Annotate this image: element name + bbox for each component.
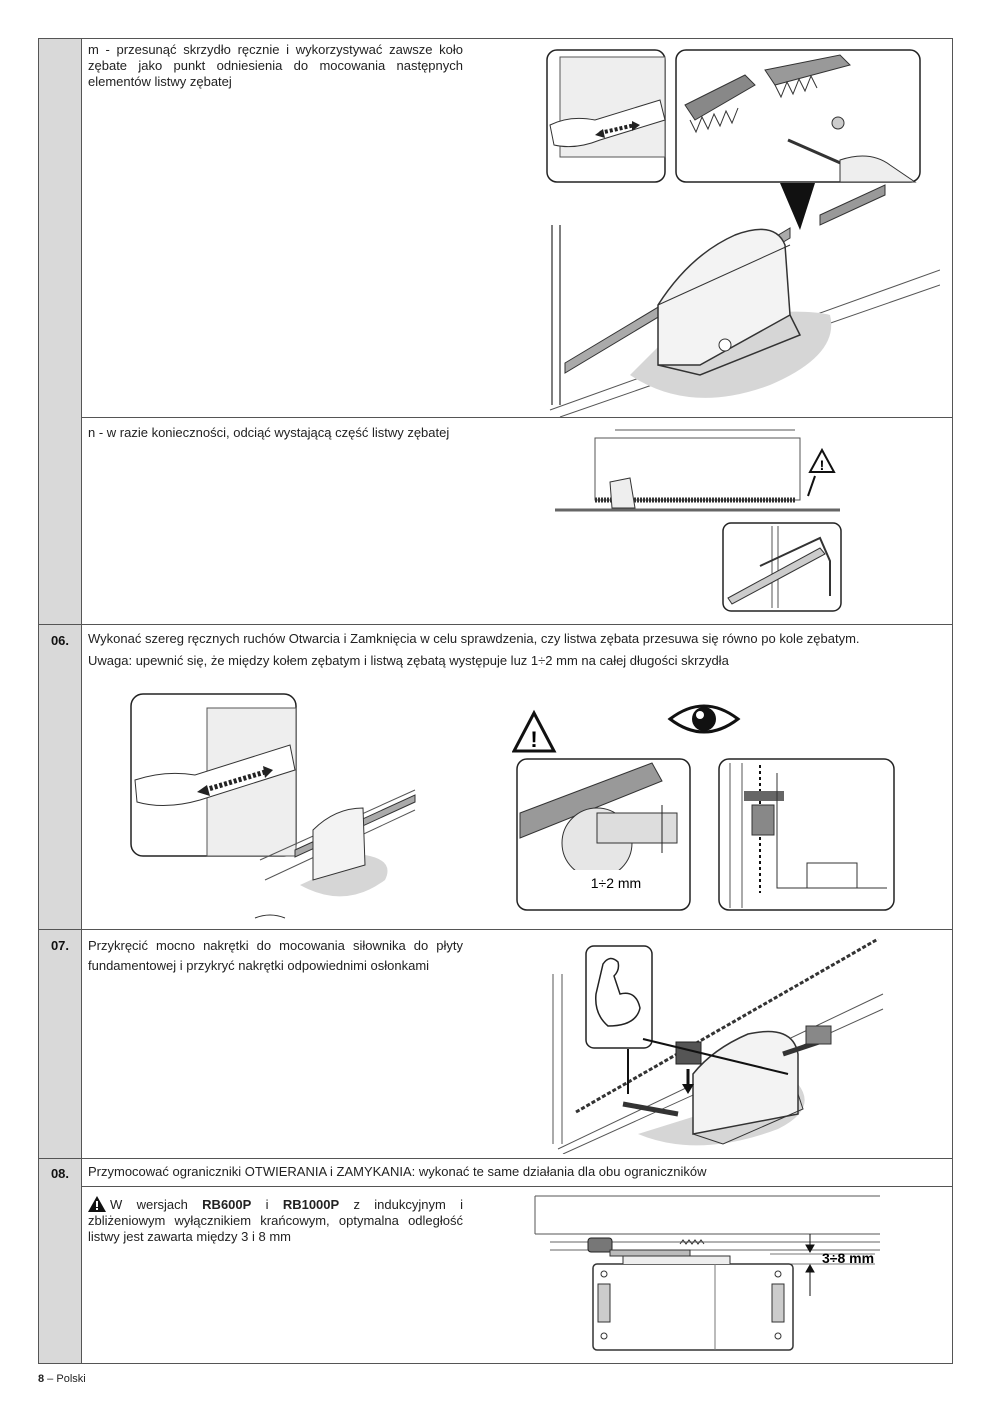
gap-label: 1÷2 mm [590, 875, 642, 891]
step-08-text: Przymocować ograniczniki OTWIERANIA i ZAMYKANIA: wykonać te same działania dla obu ograniczników [88, 1164, 707, 1179]
warning-triangle-icon [88, 1196, 106, 1212]
model-rb1000p: RB1000P [282, 1197, 340, 1212]
footer-separator: – [44, 1373, 57, 1385]
manual-movement-illustration [125, 690, 425, 928]
limit-switch-distance-illustration [530, 1194, 890, 1356]
model-rb600p: RB600P [202, 1197, 252, 1212]
step-07-text: Przykręcić mocno nakrętki do mocowania siłownika do płyty fundamentowej i przykryć nakrętki odpowiednimi osłonkami [88, 938, 463, 973]
note-conjunction: i [251, 1197, 283, 1212]
footer-language: Polski [56, 1373, 86, 1385]
step-06-number: 06. [50, 633, 70, 648]
cut-rack-illustration [550, 426, 845, 616]
step-08-note [88, 1196, 463, 1245]
eye-icon [670, 706, 738, 732]
divider [82, 1186, 953, 1187]
warning-triangle-icon [514, 713, 554, 752]
page-number: 8 [38, 1373, 45, 1385]
divider [38, 929, 953, 930]
step-07-number: 07. [50, 938, 70, 953]
distance-label: 3÷8 mm [822, 1250, 875, 1266]
tighten-nuts-illustration [548, 934, 888, 1154]
note-suffix: z indukcyjnym i zbliżeniowym wyłącznikiem krańcowym, optymalna odległość listwy jest zawarta między 3 i 8 mm [88, 1197, 463, 1244]
divider [82, 417, 953, 418]
divider [38, 1158, 953, 1159]
flexed-arm-icon [586, 946, 652, 1048]
warning-triangle-icon [810, 450, 834, 473]
note-prefix: W wersjach [110, 1197, 203, 1212]
step-06-line1: Wykonać szereg ręcznych ruchów Otwarcia i Zamknięcia w celu sprawdzenia, czy listwa zębata przesuwa się równo po kole zębatym. [88, 631, 860, 646]
step-06-line2: Uwaga: upewnić się, że między kołem zębatym i listwą zębatą występuje luz 1÷2 mm na całej długości skrzydła [88, 653, 729, 668]
rack-mounting-illustration [540, 45, 940, 417]
step-08-number: 08. [50, 1166, 70, 1181]
page-footer [38, 1373, 86, 1385]
gear-clearance-illustration [512, 693, 897, 913]
divider [38, 624, 953, 625]
substep-n-text: n - w razie konieczności, odciąć wystającą część listwy zębatej [88, 425, 450, 440]
svg-text:!: ! [819, 457, 825, 473]
substep-m-text: m - przesunąć skrzydło ręcznie i wykorzystywać zawsze koło zębate jako punkt odniesienia do mocowania następnych elementów listwy zębatej [88, 42, 463, 89]
svg-text:!: ! [530, 727, 538, 752]
